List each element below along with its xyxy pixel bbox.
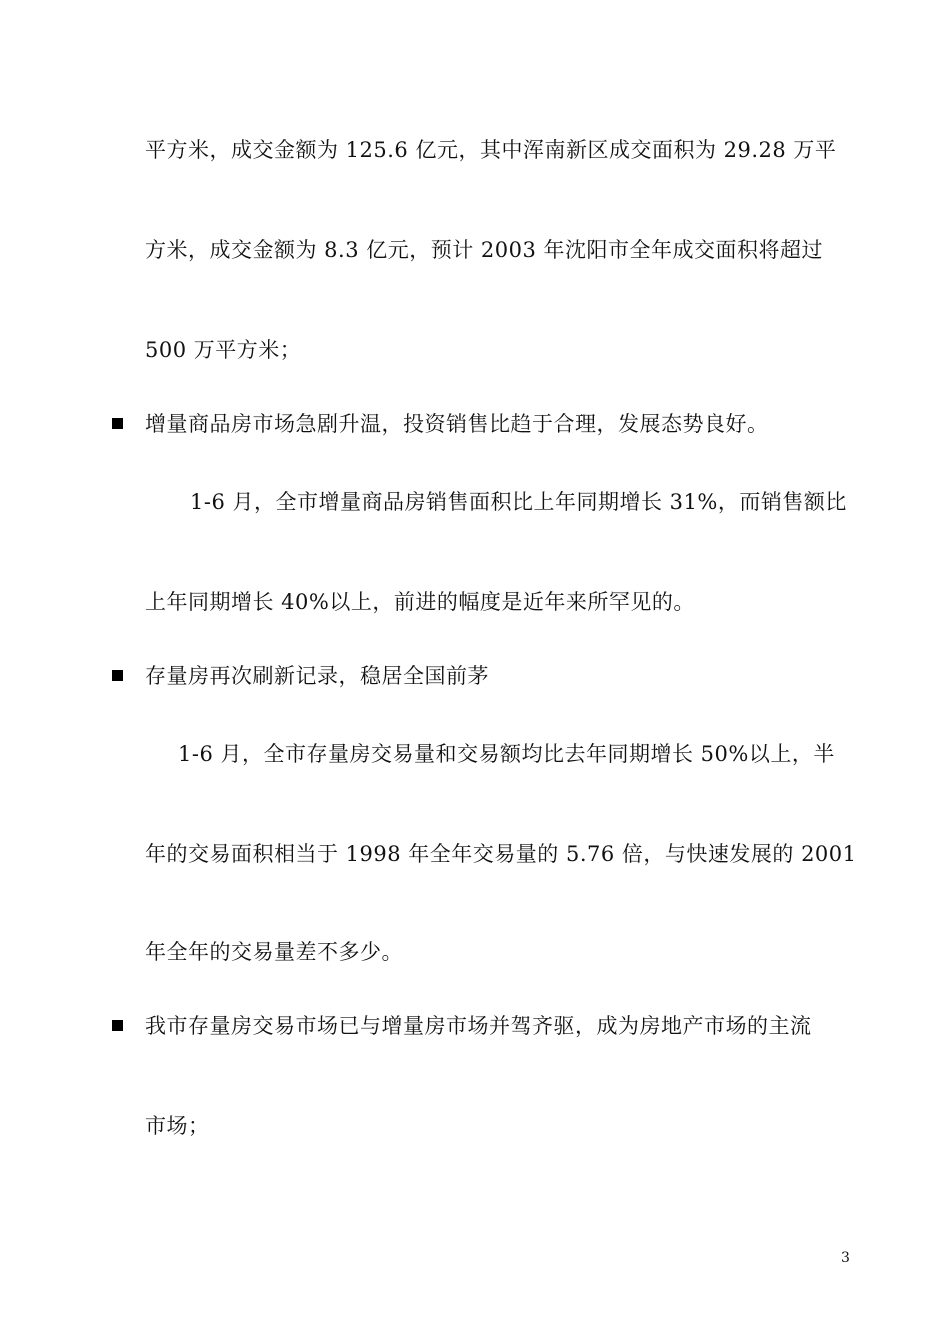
paragraph-line: 年的交易面积相当于 1998 年全年交易量的 5.76 倍，与快速发展的 2001 xyxy=(145,842,857,866)
paragraph-line: 500 万平方米； xyxy=(145,338,302,362)
bullet-heading: 我市存量房交易市场已与增量房市场并驾齐驱，成为房地产市场的主流 xyxy=(145,1014,812,1038)
paragraph-line: 1-6 月，全市增量商品房销售面积比上年同期增长 31%，而销售额比 xyxy=(190,490,847,514)
bullet-heading: 存量房再次刷新记录，稳居全国前茅 xyxy=(145,664,489,688)
square-bullet-icon xyxy=(112,1020,123,1031)
paragraph-line: 1-6 月，全市存量房交易量和交易额均比去年同期增长 50%以上，半 xyxy=(178,742,835,766)
square-bullet-icon xyxy=(112,418,123,429)
paragraph-line: 上年同期增长 40%以上，前进的幅度是近年来所罕见的。 xyxy=(145,590,695,614)
paragraph-line: 平方米，成交金额为 125.6 亿元，其中浑南新区成交面积为 29.28 万平 xyxy=(145,138,837,162)
paragraph-line: 市场； xyxy=(145,1114,210,1138)
paragraph-line: 方米，成交金额为 8.3 亿元，预计 2003 年沈阳市全年成交面积将超过 xyxy=(145,238,824,262)
page-number: 3 xyxy=(841,1250,850,1266)
bullet-heading: 增量商品房市场急剧升温，投资销售比趋于合理，发展态势良好。 xyxy=(145,412,769,436)
square-bullet-icon xyxy=(112,670,123,681)
paragraph-line: 年全年的交易量差不多少。 xyxy=(145,940,403,964)
